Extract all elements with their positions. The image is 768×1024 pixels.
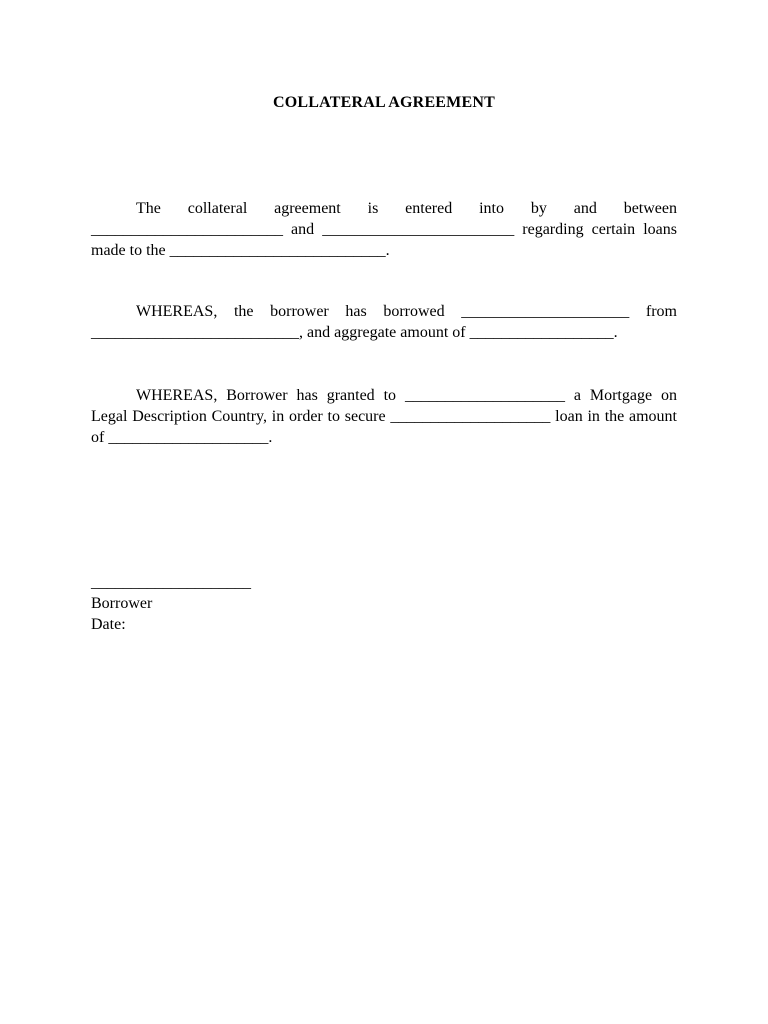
signature-date-label: Date:: [91, 616, 126, 633]
paragraph-whereas-borrowed: [91, 301, 677, 343]
signature-block: [91, 572, 251, 635]
paragraph-text: WHEREAS, Borrower has granted to ____________________ a Mortgage on Legal Description Country, in order to secure ____________________ loan in the amount of ____________________.: [91, 387, 677, 446]
paragraph-whereas-mortgage: [91, 385, 677, 448]
document-title: COLLATERAL AGREEMENT: [273, 94, 495, 111]
paragraph-parties: [91, 198, 677, 261]
signature-role-label: Borrower: [91, 595, 153, 612]
paragraph-text: The collateral agreement is entered into by and between ________________________ and ________________________ regarding certain loans made to the ___________________________.: [91, 200, 677, 259]
paragraph-text: WHEREAS, the borrower has borrowed _____________________ from __________________________, and aggregate amount of __________________.: [91, 303, 677, 341]
signature-line: ____________________: [91, 574, 251, 591]
